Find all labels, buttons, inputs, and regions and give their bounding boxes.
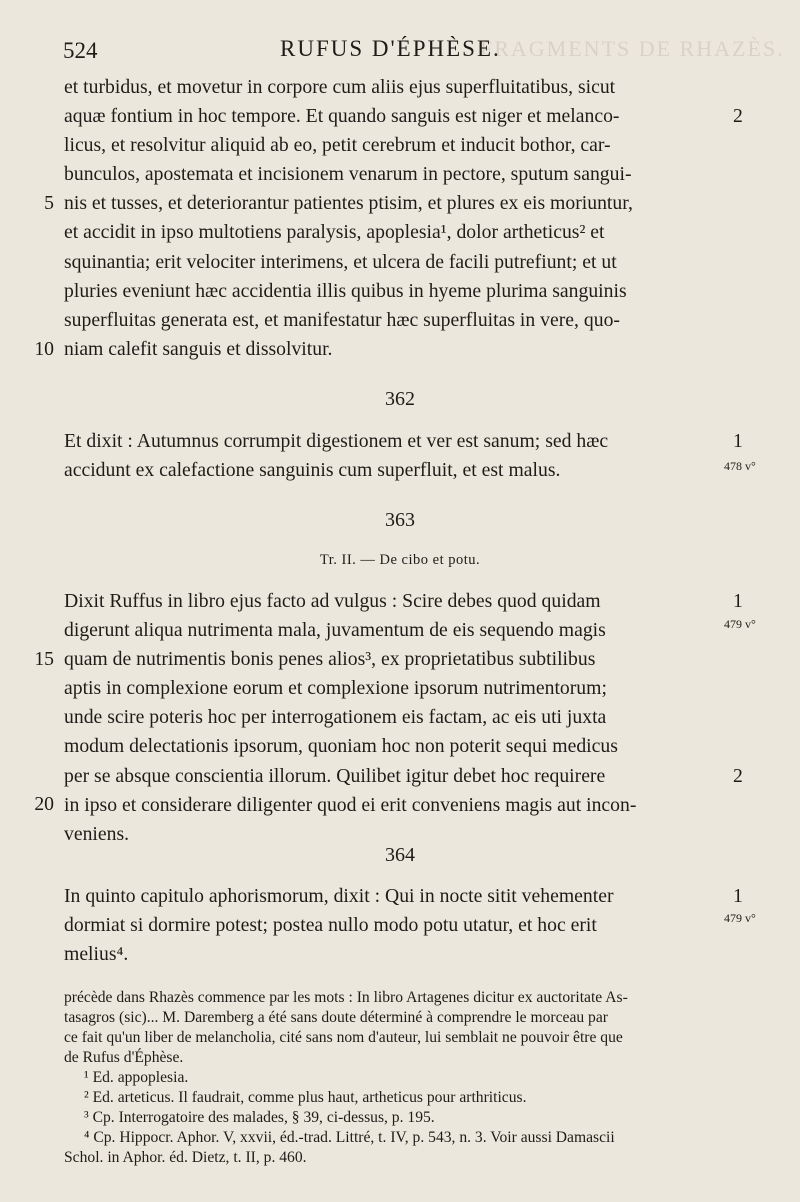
footnote-line: Schol. in Aphor. éd. Dietz, t. II, p. 460. [64, 1149, 307, 1166]
section-number: 364 [385, 844, 415, 866]
section-363-text [64, 587, 716, 849]
text-line: et turbidus, et movetur in corpore cum aliis ejus superfluitatibus, sicut [64, 76, 616, 98]
text-line: In quinto capitulo aphorismorum, dixit : Qui in nocte sitit vehementer [64, 885, 614, 907]
footnote-line: ce fait qu'un liber de melancholia, cité sans nom d'auteur, lui semblait ne pouvoir être que [64, 1029, 623, 1046]
text-line: niam calefit sanguis et dissolvitur. [64, 337, 333, 360]
page-number: 524 [63, 38, 98, 63]
paragraph-continuation [64, 73, 716, 364]
line-number: 5 [44, 192, 54, 214]
footnote-item: ² Ed. arteticus. Il faudrait, comme plus haut, artheticus pour arthriticus. [84, 1089, 527, 1106]
text-line: nis et tusses, et deteriorantur patientes ptisim, et plures ex eis moriuntur, [64, 192, 633, 215]
footnotes [64, 988, 716, 1168]
footnote-line: tasagros (sic)... M. Daremberg a été sans doute déterminé à comprendre le morceau par [64, 1009, 608, 1026]
text-line: dormiat si dormire potest; postea nullo modo potu utatur, et hoc erit [64, 914, 597, 937]
text-line: veniens. [64, 822, 130, 845]
page-header [0, 30, 800, 64]
text-line: in ipso et considerare diligenter quod ei erit conveniens magis aut incon- [64, 793, 637, 816]
text-line: aquæ fontium in hoc tempore. Et quando sanguis est niger et melanco- [64, 105, 620, 128]
text-line: digerunt aliqua nutrimenta mala, juvamentum de eis sequendo magis [64, 619, 606, 642]
bleed-through-text: FRAGMENTS DE RHAZÈS. [480, 36, 785, 61]
text-line: quam de nutrimentis bonis penes alios³, ex proprietatibus subtilibus [64, 648, 596, 671]
paragraph-marker: 2 [733, 765, 743, 787]
footnote-line: précède dans Rhazès commence par les mots : In libro Artagenes dicitur ex auctoritate As- [64, 989, 628, 1006]
line-number: 15 [34, 648, 54, 670]
folio-reference: 478 v° [724, 459, 756, 473]
text-line: bunculos, apostemata et incisionem venarum in pectore, sputum sangui- [64, 163, 632, 186]
text-line: Et dixit : Autumnus corrumpit digestionem et ver est sanum; sed hæc [64, 430, 609, 452]
text-line: unde scire poteris hoc per interrogationem eis factam, ac eis uti juxta [64, 706, 607, 729]
text-line: per se absque conscientia illorum. Quilibet igitur debet hoc requirere [64, 764, 606, 787]
line-number: 20 [34, 793, 54, 815]
text-line: aptis in complexione eorum et complexione ipsorum nutrimentorum; [64, 677, 607, 700]
line-number: 10 [34, 338, 54, 360]
section-number: 362 [385, 388, 415, 410]
footnote-line: de Rufus d'Éphèse. [64, 1049, 184, 1066]
section-number: 363 [385, 509, 415, 531]
text-line: Dixit Ruffus in libro ejus facto ad vulgus : Scire debes quod quidam [64, 590, 601, 612]
section-362-text [64, 427, 716, 485]
text-line: modum delectationis ipsorum, quoniam hoc non poterit sequi medicus [64, 735, 618, 758]
paragraph-marker: 2 [733, 105, 743, 127]
text-line: superfluitas generata est, et manifestatur hæc superfluitas in vere, quo- [64, 308, 620, 331]
text-line: licus, et resolvitur aliquid ab eo, petit cerebrum et inducit bothor, car- [64, 134, 611, 157]
text-line: accidunt ex calefactione sanguinis cum superfluit, et est malus. [64, 459, 561, 482]
text-line: et accidit in ipso multotiens paralysis, apoplesia¹, dolor artheticus² et [64, 221, 605, 244]
footnote-item: ¹ Ed. appoplesia. [84, 1069, 189, 1086]
footnote-item: ³ Cp. Interrogatoire des malades, § 39, ci-dessus, p. 195. [84, 1109, 435, 1126]
folio-reference: 479 v° [724, 911, 756, 925]
footnote-item: ⁴ Cp. Hippocr. Aphor. V, xxvii, éd.-trad. Littré, t. IV, p. 543, n. 3. Voir aussi Damascii [84, 1129, 615, 1146]
paragraph-marker: 1 [733, 590, 743, 612]
paragraph-marker: 1 [733, 885, 743, 907]
text-line: squinantia; erit velociter interimens, et ulcera de facili putrefiunt; et ut [64, 250, 617, 273]
text-line: pluries eveniunt hæc accidentia illis quibus in hyeme plurima sanguinis [64, 279, 627, 302]
section-364-text [64, 882, 716, 969]
paragraph-marker: 1 [733, 430, 743, 452]
folio-reference: 479 v° [724, 617, 756, 631]
running-title: RUFUS D'ÉPHÈSE. [280, 36, 501, 61]
section-subtitle: Tr. II. — De cibo et potu. [319, 552, 481, 568]
text-line: melius⁴. [64, 943, 129, 966]
